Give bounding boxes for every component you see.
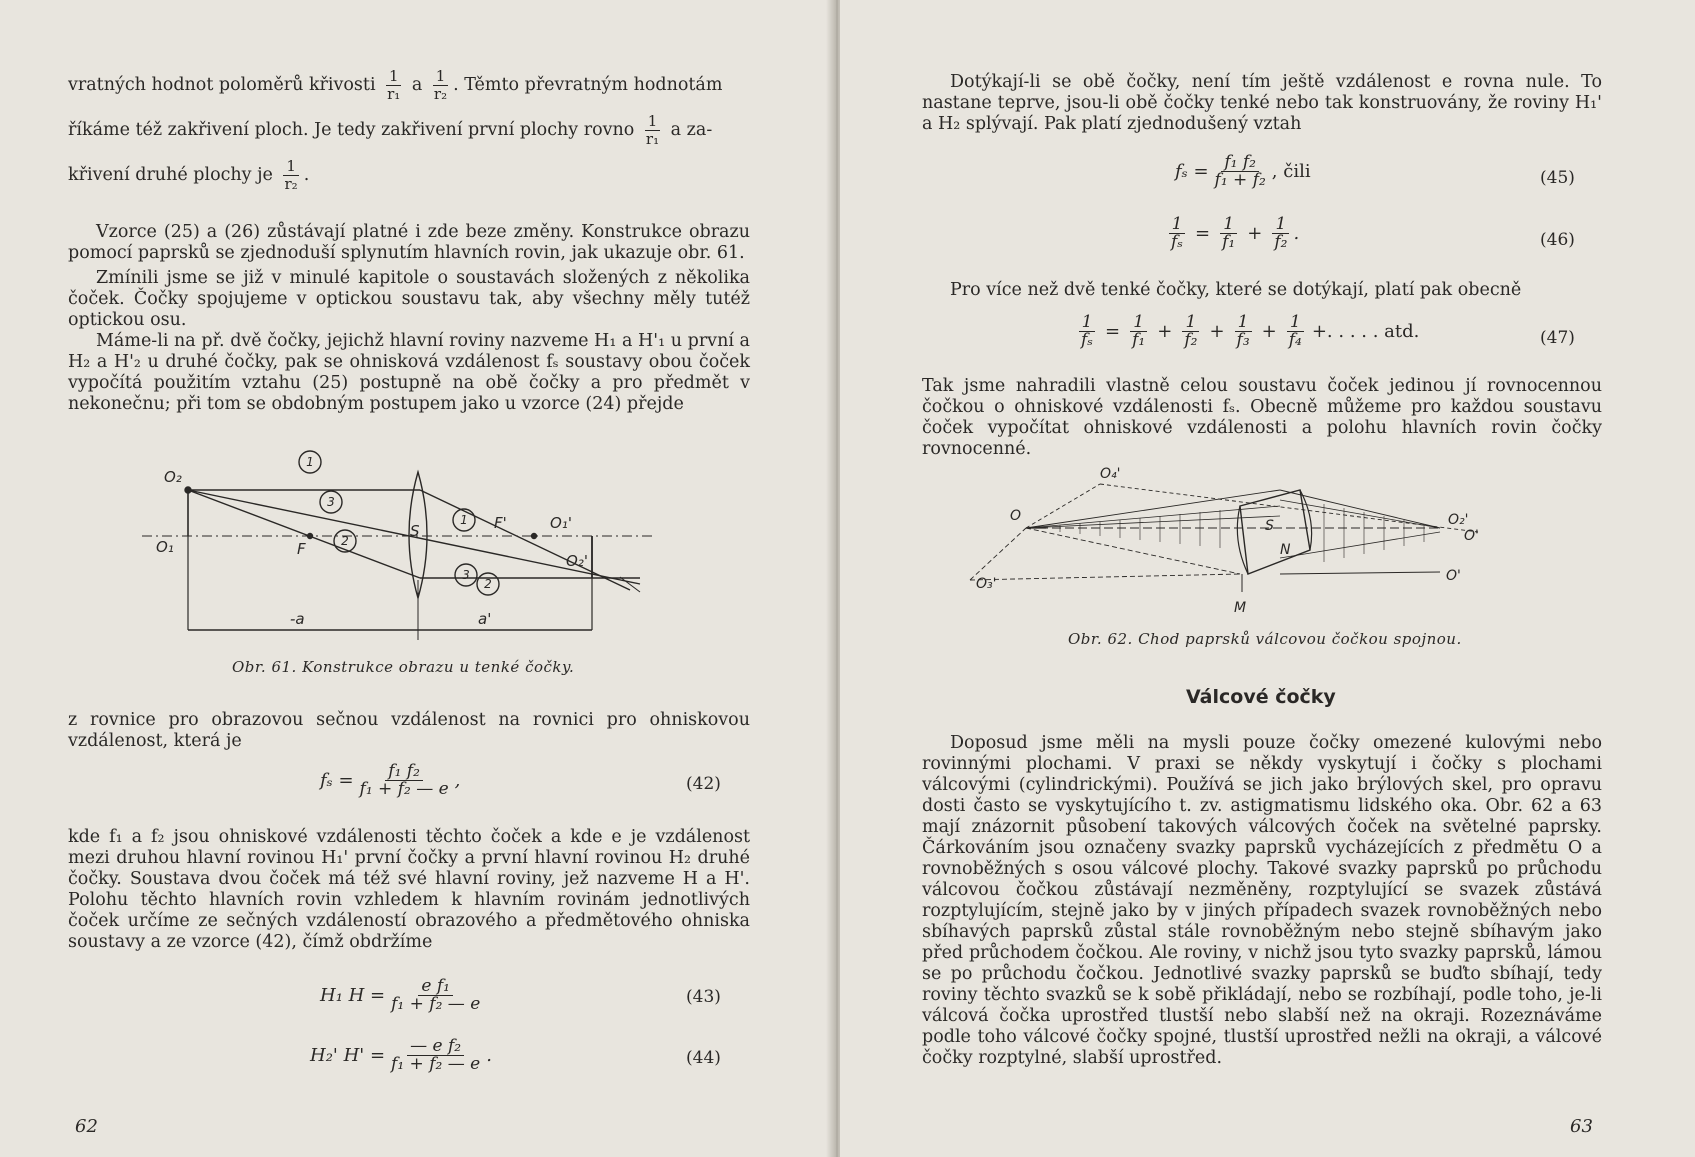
- tail: +. . . . . atd.: [1311, 321, 1420, 342]
- paragraph-text: Dotýkají-li se obě čočky, není tím ještě vzdálenost e rovna nule. To nastane teprve, jsou-li obě čočky tenké nebo tak konstruovány, že roviny H₁' a H₂ splývají. Pak platí zjednodušený vztah: [922, 72, 1602, 134]
- label-m: M: [1234, 600, 1247, 616]
- numerator: 1: [1130, 314, 1147, 332]
- paragraph: kde f₁ a f₂ jsou ohniskové vzdálenosti těchto čoček a kde e je vzdálenost mezi druhou hlavní rovinou H₁' první čočky a první hlavní rovinou H₂ druhé čočky. Soustava dvou čoček má též své hlavní roviny, jež nazveme H a H'. Polohu těchto hlavních rovin vzhledem k hlavním rovinám jednotlivých čoček určíme ze sečných vzdáleností obrazového a předmětového ohniska soustavy a ze vzorce (42), čímž obdržíme: [68, 827, 750, 952]
- ray-label-1: 1: [306, 455, 314, 469]
- numerator: 1: [1169, 216, 1186, 234]
- figure-61-caption: Obr. 61. Konstrukce obrazu u tenké čočky.: [232, 658, 575, 676]
- numerator: f₁ f₂: [1221, 154, 1259, 172]
- denominator: f₂: [1274, 232, 1288, 252]
- label-s: S: [1265, 518, 1274, 534]
- paragraph: [922, 733, 1602, 1069]
- ray-label-3: 3: [462, 568, 470, 582]
- denominator: f₁: [1222, 232, 1236, 252]
- fraction: [388, 1038, 483, 1073]
- denominator: f₁ + f₂ — e: [391, 994, 481, 1014]
- text: .: [303, 165, 310, 185]
- denominator: f₁ + f₂ — e: [359, 779, 449, 799]
- label-o2-prime: O₂': [566, 552, 588, 570]
- label-o4-prime: O₄': [1100, 466, 1121, 482]
- equation-number-42: (42): [686, 774, 721, 794]
- denominator: r₂: [433, 85, 448, 103]
- fraction-1-r2: [431, 68, 450, 103]
- lhs: H₂' H' =: [310, 1045, 386, 1066]
- operator: +: [1157, 321, 1173, 342]
- fraction: [1219, 216, 1238, 251]
- label-o1: O₁: [156, 538, 174, 556]
- line-1: [68, 68, 750, 103]
- operator: +: [1261, 321, 1277, 342]
- label-f-prime: F': [494, 514, 507, 532]
- fraction: [1129, 314, 1148, 349]
- label-o2-prime: O₂': [1448, 512, 1469, 528]
- text: . Těmto převratným hodnotám: [453, 75, 723, 95]
- fraction: [1234, 314, 1253, 349]
- numerator: 1: [1079, 314, 1096, 332]
- label-minus-a: -a: [290, 610, 305, 628]
- tail: .: [1293, 223, 1300, 244]
- fraction: [1212, 154, 1269, 189]
- operator: =: [1105, 321, 1121, 342]
- operator: =: [1195, 223, 1211, 244]
- denominator: f₂: [1184, 330, 1198, 350]
- figure-62-caption: Obr. 62. Chod paprsků válcovou čočkou spojnou.: [1068, 630, 1462, 648]
- lhs: H₁ H =: [320, 985, 386, 1006]
- lhs: fₛ =: [1175, 161, 1209, 182]
- equation-number-45: (45): [1540, 168, 1575, 188]
- numerator: 1: [1220, 216, 1237, 234]
- numerator: 1: [1272, 216, 1289, 234]
- page-number-left: 62: [75, 1116, 98, 1137]
- denominator: f₃: [1236, 330, 1250, 350]
- equation-number-43: (43): [686, 987, 721, 1007]
- numerator: 1: [1235, 314, 1252, 332]
- equation-45: [1175, 154, 1311, 189]
- label-f: F: [297, 540, 306, 558]
- equation-number-44: (44): [686, 1048, 721, 1068]
- ray-label-2: 2: [484, 577, 492, 591]
- label-o2: O₂: [164, 468, 182, 486]
- fraction-1-r2: [282, 158, 301, 193]
- ray-label-2: 2: [341, 534, 349, 548]
- fraction: [1078, 314, 1096, 349]
- numerator: 1: [433, 68, 449, 86]
- paragraph: Máme-li na př. dvě čočky, jejichž hlavní roviny nazveme H₁ a H'₁ u první a H₂ a H'₂ u druhé čočky, pak se ohnisková vzdálenost fₛ soustavy obou čoček vypočítá použitím vztahu (25) postupně na obě čočky a pro předmět v nekonečnu; při tom se obdobným postupem jako u vzorce (24) přejde: [68, 331, 750, 414]
- paragraph-text: Pro více než dvě tenké čočky, které se dotýkají, platí pak obecně: [950, 280, 1522, 300]
- section-heading: Válcové čočky: [1186, 686, 1336, 708]
- denominator: fₛ: [1171, 232, 1184, 252]
- operator: +: [1209, 321, 1225, 342]
- denominator: f₁ + f₂ — e: [391, 1054, 481, 1074]
- line-3: [68, 158, 750, 193]
- paragraph: Vzorce (25) a (26) zůstávají platné i zde beze změny. Konstrukce obrazu pomocí paprsků se zjednoduší splynutím hlavních rovin, jak ukazuje obr. 61.: [68, 222, 750, 263]
- text: říkáme též zakřivení ploch. Je tedy zakřivení první plochy rovno: [68, 120, 635, 140]
- text: a: [411, 75, 423, 95]
- equation-42: [320, 763, 460, 798]
- numerator: 1: [283, 158, 299, 176]
- fraction: [1168, 216, 1186, 251]
- equation-44: [310, 1038, 492, 1073]
- left-body-top: [68, 222, 750, 415]
- figure-62-diagram: [976, 466, 1540, 620]
- denominator: f₁: [1132, 330, 1146, 350]
- numerator: 1: [386, 68, 402, 86]
- fraction-1-r1: [384, 68, 403, 103]
- denominator: f₁ + f₂: [1214, 170, 1266, 190]
- denominator: r₂: [284, 175, 298, 193]
- label-a-prime: a': [478, 610, 492, 628]
- text: vratných hodnot poloměrů křivosti: [68, 75, 376, 95]
- denominator: r₁: [645, 130, 660, 148]
- ray-label-3: 3: [327, 495, 335, 509]
- numerator: f₁ f₂: [385, 763, 423, 781]
- label-o-prime: O': [1464, 528, 1479, 544]
- page-number-right: 63: [1570, 1116, 1593, 1137]
- equation-number-47: (47): [1540, 328, 1575, 348]
- figure-61-diagram: [140, 450, 660, 645]
- fraction-1-r1: [643, 113, 662, 148]
- line-2: [68, 113, 750, 148]
- tail: .: [486, 1045, 492, 1066]
- label-o1-prime: O₁': [550, 514, 572, 532]
- label-n: N: [1280, 542, 1291, 558]
- right-page: [840, 0, 1695, 1157]
- text: křivení druhé plochy je: [68, 165, 273, 185]
- fraction: [1286, 314, 1305, 349]
- operator: +: [1247, 223, 1263, 244]
- denominator: fₛ: [1081, 330, 1094, 350]
- numerator: 1: [1182, 314, 1199, 332]
- left-page: [0, 0, 836, 1157]
- paragraph: [922, 280, 1602, 301]
- equation-46: [1165, 216, 1299, 251]
- fraction: [357, 763, 452, 798]
- paragraph: Zmínili jsme se již v minulé kapitole o soustavách složených z několika čoček. Čočky spojujeme v optickou soustavu tak, aby všechny měly tutéž optickou osu.: [68, 268, 750, 330]
- text: a za-: [670, 120, 713, 140]
- paragraph-text: Doposud jsme měli na mysli pouze čočky omezené kulovými nebo rovinnými plochami. V praxi se někdy vyskytují i čočky s plochami válcovými (cylindrickými). Používá se jich jako brýlových skel, pro opravu dosti často se vyskytujícího t. zv. astigmatismu lidského oka. Obr. 62 a 63 mají znázornit působení takových válcových čoček na světelné paprsky. Čárkováním jsou označeny svazky paprsků vycházejících z předmětu O a rovnoběžných s osou válcové plochy. Takové svazky paprsků po průchodu válcovou čočkou zůstávají nezměněny, rozptylující se svazek zůstává rozptylujícím, stejně jako by v jiných případech svazek rovnoběžných nebo sbíhavých paprsků zůstal stále rovnoběžným nebo stejně sbíhavým jako před průchodem čočkou. Ale roviny, v nichž jsou tyto svazky paprsků, lámou se po průchodu čočkou. Jednotlivé svazky paprsků se buďto sbíhají, tedy roviny těchto svazků se k sobě přikládají, nebo se rozbíhají, podle toho, je-li válcová čočka uprostřed tlustší nebo slabší než na okraji. Rozeznáváme podle toho válcové čočky spojné, tlustší uprostřed nežli na okraji, a válcové čočky rozptylné, slabší uprostřed.: [922, 733, 1602, 1068]
- paragraph: z rovnice pro obrazovou sečnou vzdálenost na rovnici pro ohniskovou vzdálenost, která je: [68, 710, 750, 751]
- label-o: O: [1010, 508, 1022, 524]
- opening-lines: [68, 68, 750, 193]
- numerator: — e f₂: [407, 1038, 464, 1056]
- tail: ,: [454, 770, 461, 791]
- ray-label-1: 1: [460, 513, 468, 527]
- paragraph: [922, 72, 1602, 135]
- equation-number-46: (46): [1540, 230, 1575, 250]
- fraction: [388, 978, 483, 1013]
- fraction: [1181, 314, 1200, 349]
- label-s: S: [410, 522, 420, 540]
- equation-47: [1075, 314, 1419, 349]
- paragraph: Tak jsme nahradili vlastně celou soustavu čoček jedinou jí rovnocennou čočkou o ohniskové vzdálenosti fₛ. Obecně můžeme pro každou soustavu čoček vypočítat ohniskové vzdálenosti a polohu hlavních rovin čočky rovnocenné.: [922, 376, 1602, 459]
- numerator: 1: [645, 113, 661, 131]
- tail: , čili: [1271, 161, 1311, 182]
- fraction: [1271, 216, 1290, 251]
- lhs: fₛ =: [320, 770, 354, 791]
- label-o-prime-lower: O': [1446, 568, 1461, 584]
- equation-43: [320, 978, 486, 1013]
- label-o3-prime: O₃': [976, 576, 997, 592]
- numerator: e f₁: [418, 978, 453, 996]
- numerator: 1: [1287, 314, 1304, 332]
- denominator: r₁: [387, 85, 401, 103]
- denominator: f₄: [1288, 330, 1302, 350]
